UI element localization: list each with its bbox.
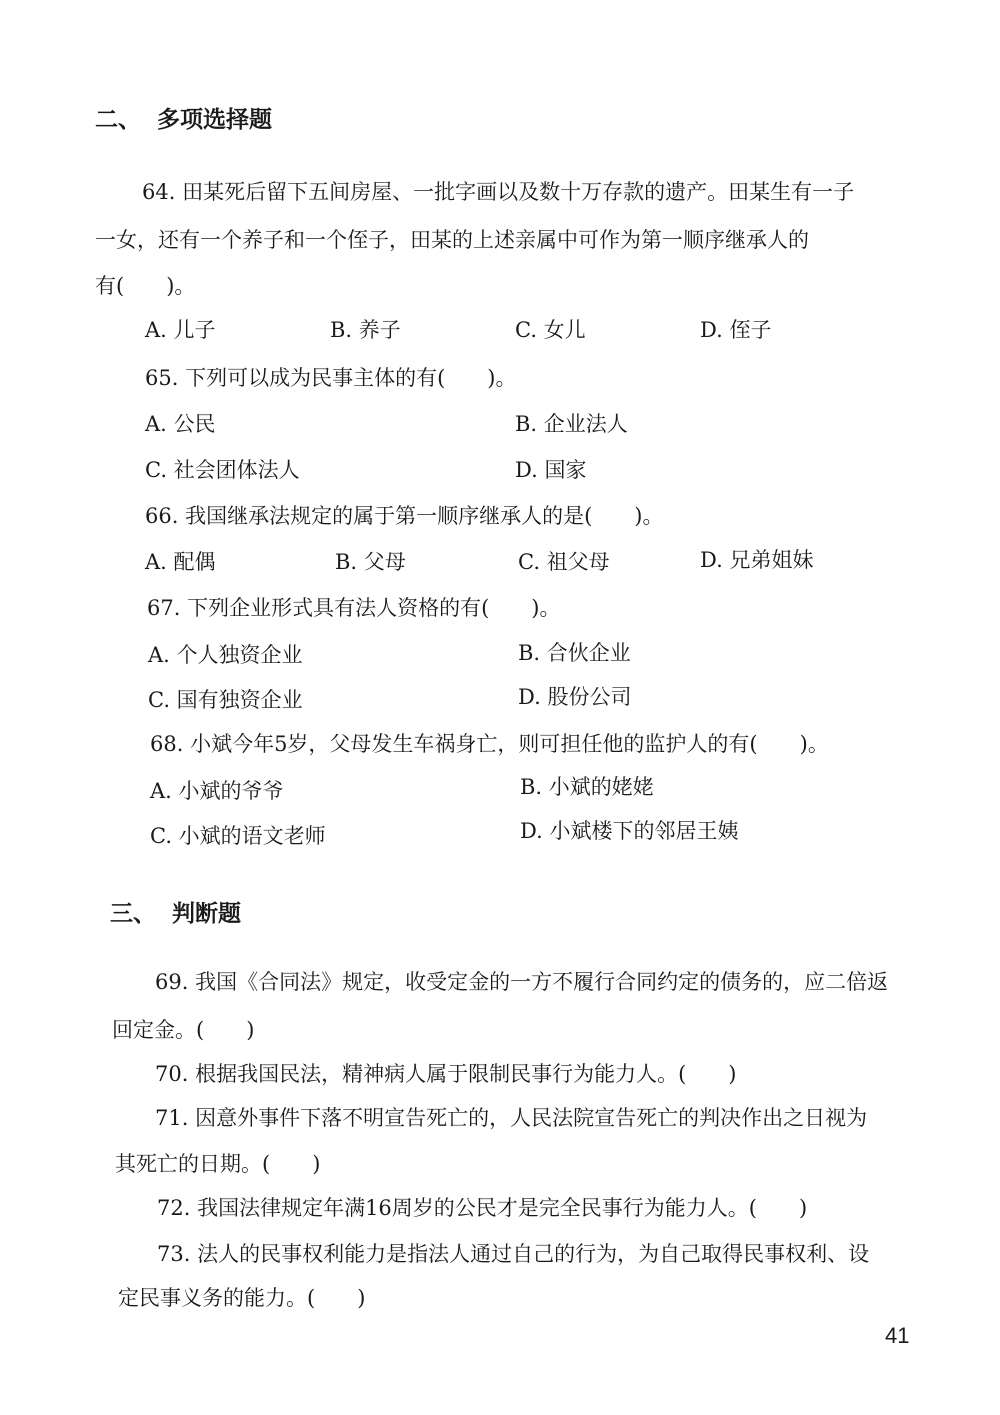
question-69-line-1: 69. 我国《合同法》规定，收受定金的一方不履行合同约定的债务的，应二倍返 <box>155 970 889 994</box>
question-67-option-c: C. 国有独资企业 <box>148 688 303 712</box>
question-64-line-1: 64. 田某死后留下五间房屋、一批字画以及数十万存款的遗产。田某生有一子 <box>142 180 855 204</box>
question-73-line-2: 定民事义务的能力。( ) <box>118 1286 366 1310</box>
question-68-option-d: D. 小斌楼下的邻居王姨 <box>520 819 739 843</box>
section-heading-true-false <box>110 900 241 928</box>
question-66-option-b: B. 父母 <box>335 550 406 574</box>
question-66-option-c: C. 祖父母 <box>518 550 610 574</box>
section-title: 判断题 <box>172 901 241 927</box>
question-64-option-b: B. 养子 <box>330 318 401 342</box>
question-65: 65. 下列可以成为民事主体的有( )。 <box>145 366 517 390</box>
question-68-option-a: A. 小斌的爷爷 <box>150 779 284 803</box>
question-65-option-b: B. 企业法人 <box>515 412 628 436</box>
question-68-option-b: B. 小斌的姥姥 <box>520 775 654 799</box>
question-66: 66. 我国继承法规定的属于第一顺序继承人的是( )。 <box>145 504 664 528</box>
question-64-option-c: C. 女儿 <box>515 318 586 342</box>
question-71-line-1: 71. 因意外事件下落不明宣告死亡的，人民法院宣告死亡的判决作出之日视为 <box>155 1106 868 1130</box>
question-68-option-c: C. 小斌的语文老师 <box>150 824 326 848</box>
question-66-option-d: D. 兄弟姐妹 <box>700 548 814 572</box>
question-67-option-d: D. 股份公司 <box>518 685 632 709</box>
question-64-option-d: D. 侄子 <box>700 318 772 342</box>
question-67-option-a: A. 个人独资企业 <box>148 643 303 667</box>
question-71-line-2: 其死亡的日期。( ) <box>115 1152 321 1176</box>
question-66-option-a: A. 配偶 <box>145 550 216 574</box>
question-69-line-2: 回定金。( ) <box>112 1018 255 1042</box>
question-65-option-a: A. 公民 <box>145 412 216 436</box>
question-70: 70. 根据我国民法，精神病人属于限制民事行为能力人。( ) <box>155 1062 737 1086</box>
section-number: 二、 <box>95 107 141 133</box>
page-number: 41 <box>885 1323 910 1348</box>
section-heading-multiple-choice <box>95 106 272 134</box>
question-64-option-a: A. 儿子 <box>145 318 216 342</box>
section-number: 三、 <box>110 901 156 927</box>
question-68: 68. 小斌今年5岁，父母发生车祸身亡，则可担任他的监护人的有( )。 <box>150 732 829 756</box>
question-73-line-1: 73. 法人的民事权利能力是指法人通过自己的行为，为自己取得民事权利、设 <box>157 1242 870 1266</box>
question-72: 72. 我国法律规定年满16周岁的公民才是完全民事行为能力人。( ) <box>157 1196 808 1220</box>
question-64-line-3: 有( )。 <box>95 274 196 298</box>
question-65-option-d: D. 国家 <box>515 458 587 482</box>
question-64-line-2: 一女，还有一个养子和一个侄子，田某的上述亲属中可作为第一顺序继承人的 <box>95 228 809 252</box>
question-67: 67. 下列企业形式具有法人资格的有( )。 <box>147 596 561 620</box>
question-65-option-c: C. 社会团体法人 <box>145 458 300 482</box>
section-title: 多项选择题 <box>157 107 272 133</box>
question-67-option-b: B. 合伙企业 <box>518 641 631 665</box>
